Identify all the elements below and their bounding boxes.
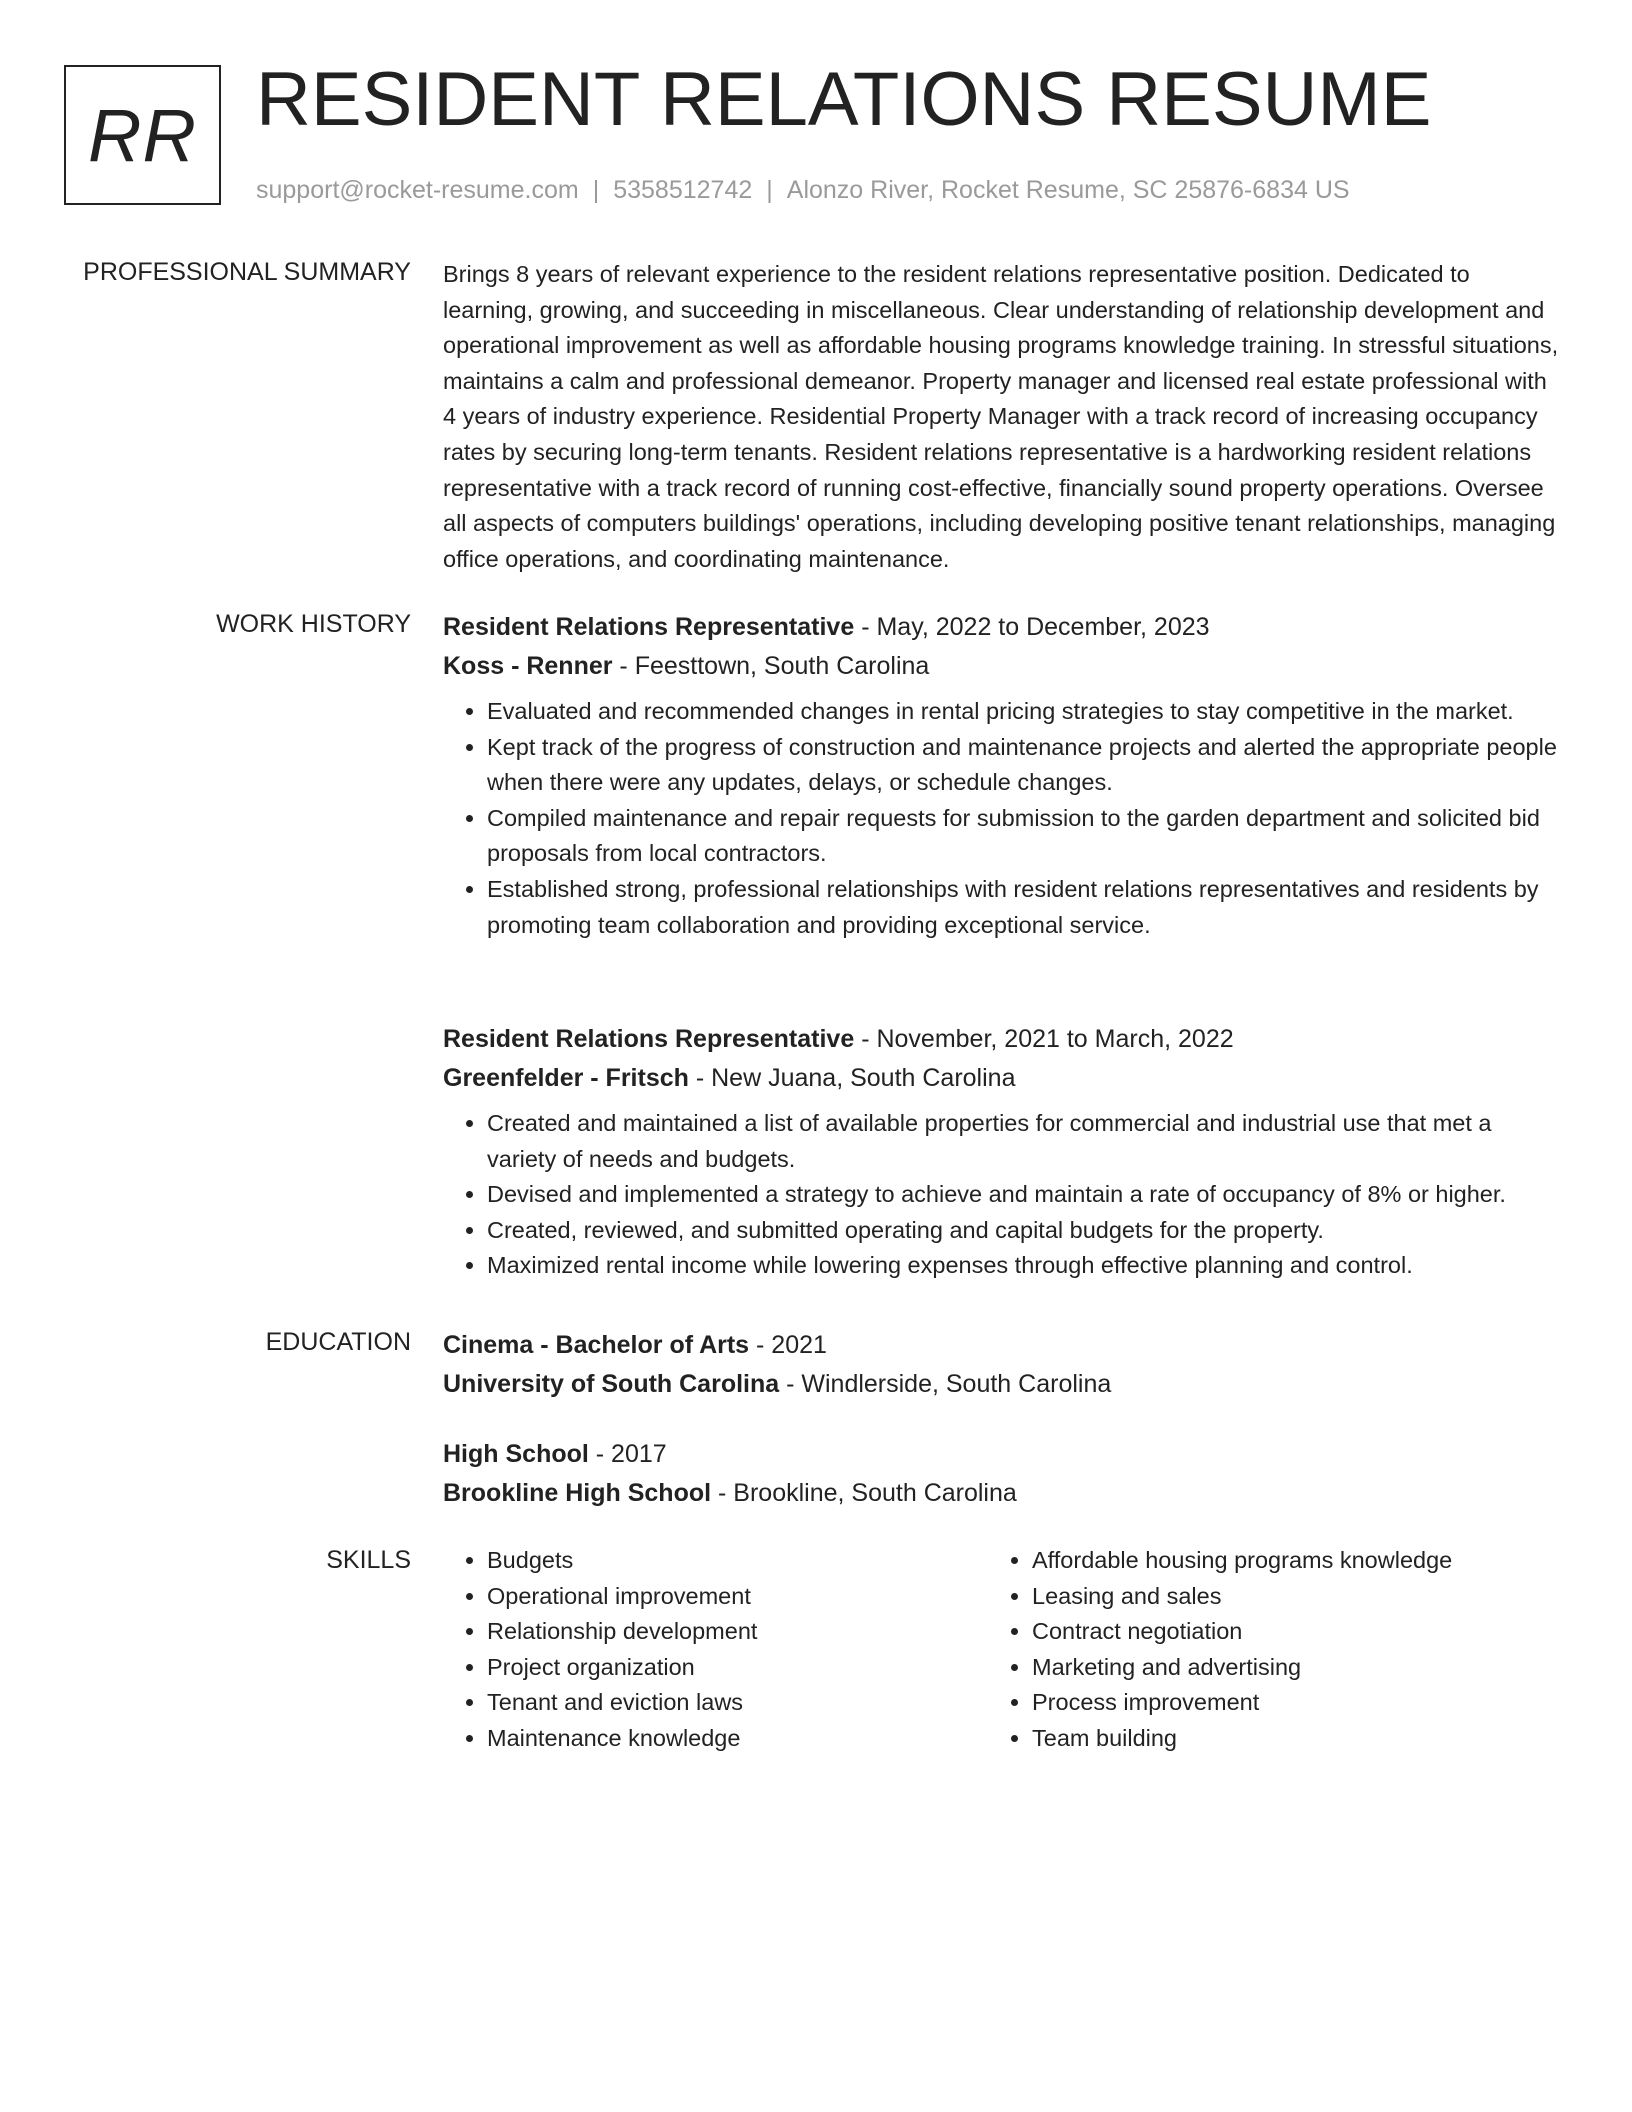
job-company-line [443,647,1563,686]
job-bullets [443,694,1563,943]
job-bullet: • Kept track of the progress of construction and maintenance projects and alerted the appropriate people when there were any updates, delays, or schedule changes. [487,730,1563,801]
monogram-initials: RR [88,93,197,177]
contact-phone[interactable]: 5358512742 [613,176,753,204]
job-bullet: • Compiled maintenance and repair requests for submission to the garden department and solicited bid proposals from local contractors. [487,801,1563,872]
skill-item: • Budgets [487,1543,988,1579]
contact-email[interactable]: support@rocket-resume.com [256,176,579,204]
education-location: - Brookline, South Carolina [711,1479,1017,1507]
job-title-line [443,1020,1563,1059]
job-bullet: • Maximized rental income while lowering expenses through effective planning and control. [487,1248,1563,1284]
skill-item: • Tenant and eviction laws [487,1685,988,1721]
job-bullet: • Created and maintained a list of available properties for commercial and industrial use that met a variety of needs and budgets. [487,1106,1563,1177]
education-degree: Cinema - Bachelor of Arts [443,1331,750,1359]
job-company: Koss - Renner [443,652,613,680]
job-dates: - May, 2022 to December, 2023 [854,613,1210,641]
education-degree-line [443,1326,1563,1365]
skill-item: • Maintenance knowledge [487,1721,988,1757]
education-degree-line [443,1435,1563,1474]
job-bullet: • Evaluated and recommended changes in rental pricing strategies to stay competitive in the market. [487,694,1563,730]
work-history-heading: WORK HISTORY [216,610,411,638]
education-year: - 2021 [749,1331,827,1359]
job-bullet: • Created, reviewed, and submitted operating and capital budgets for the property. [487,1213,1563,1249]
skill-item: • Affordable housing programs knowledge [1032,1543,1533,1579]
summary-heading: PROFESSIONAL SUMMARY [83,258,411,286]
contact-line [256,176,1350,205]
job-title: Resident Relations Representative [443,613,855,641]
education-heading: EDUCATION [265,1328,411,1356]
skill-item: • Team building [1032,1721,1533,1757]
summary-section [443,257,1563,577]
education-school: Brookline High School [443,1479,712,1507]
job-entry [443,608,1563,943]
job-dates: - November, 2021 to March, 2022 [854,1025,1234,1053]
contact-separator: | [592,176,600,204]
education-year: - 2017 [588,1440,667,1468]
skill-item: • Relationship development [487,1614,988,1650]
education-school-line [443,1365,1563,1404]
education-location: - Windlerside, South Carolina [779,1370,1112,1398]
education-degree: High School [443,1440,589,1468]
job-entry [443,1020,1563,1284]
skills-column-left [443,1543,988,1757]
skill-item: • Marketing and advertising [1032,1650,1533,1686]
education-entry [443,1326,1563,1404]
job-company: Greenfelder - Fritsch [443,1064,689,1092]
monogram-badge [64,65,221,205]
skills-grid [443,1543,1563,1757]
job-location: - New Juana, South Carolina [688,1064,1016,1092]
job-bullet: • Devised and implemented a strategy to achieve and maintain a rate of occupancy of 8% or higher. [487,1177,1563,1213]
contact-separator: | [766,176,773,204]
education-school-line [443,1474,1563,1513]
education-entry [443,1435,1563,1513]
skills-section [443,1543,1563,1757]
job-company-line [443,1059,1563,1098]
skill-item: • Leasing and sales [1032,1579,1533,1615]
job-bullet: • Established strong, professional relationships with resident relations representatives and residents by promoting team collaboration and providing exceptional service. [487,872,1563,943]
skill-item: • Process improvement [1032,1685,1533,1721]
skill-item: • Contract negotiation [1032,1614,1533,1650]
job-title-line [443,608,1563,647]
skills-column-right [988,1543,1533,1757]
resume-title: RESIDENT RELATIONS RESUME [256,57,1432,142]
skill-item: • Project organization [487,1650,988,1686]
job-bullets [443,1106,1563,1284]
contact-address: Alonzo River, Rocket Resume, SC 25876-6834 US [786,176,1350,204]
skill-item: • Operational improvement [487,1579,988,1615]
education-school: University of South Carolina [443,1370,780,1398]
job-title: Resident Relations Representative [443,1025,855,1053]
job-location: - Feesttown, South Carolina [612,652,930,680]
skills-heading: SKILLS [326,1546,411,1574]
summary-text: Brings 8 years of relevant experience to the resident relations representative position. Dedicated to learning, growing, and succeeding in miscellaneous. Clear understanding of relationship development and operational improvement as well as affordable housing programs knowledge training. In stressful situations, maintains a calm and professional demeanor. Property manager and licensed real estate professional with 4 years of industry experience. Residential Property Manager with a track record of increasing occupancy rates by securing long-term tenants. Resident relations representative is a hardworking resident relations representative with a track record of running cost-effective, financially sound property operations. Oversee all aspects of computers buildings' operations, including developing positive tenant relationships, managing office operations, and coordinating maintenance. [443,261,1559,572]
